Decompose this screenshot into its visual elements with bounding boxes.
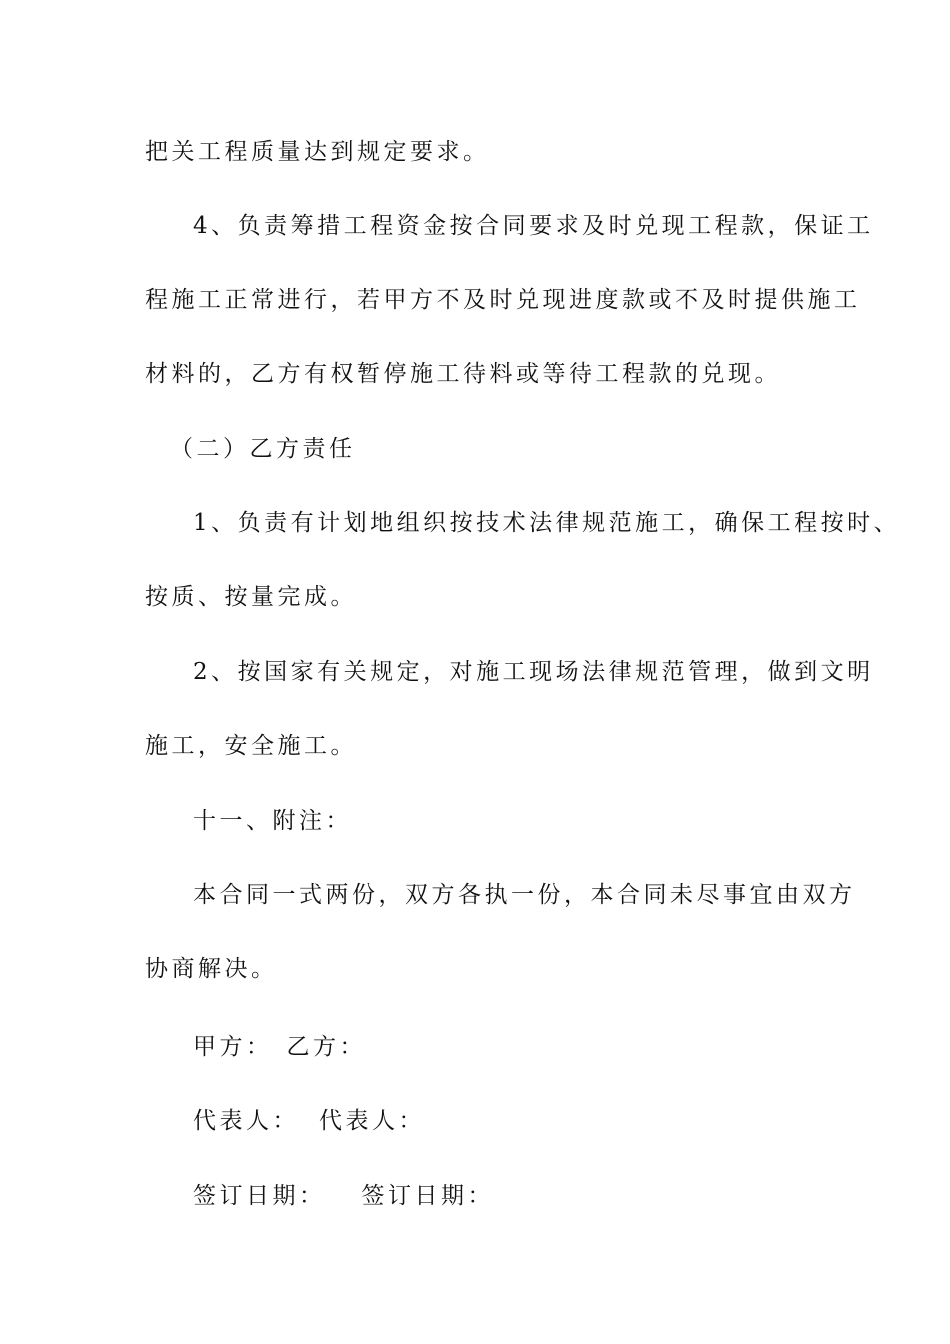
paragraph-line: 2、按国家有关规定，对施工现场法律规范管理，做到文明 [193,659,874,685]
paragraph-line: 程施工正常进行，若甲方不及时兑现进度款或不及时提供施工 [145,287,861,313]
paragraph-line: 施工，安全施工。 [145,733,357,759]
party-a-label: 甲方： [193,1034,273,1060]
party-b-label: 乙方： [286,1034,366,1060]
rep-b-label: 代表人： [319,1108,425,1134]
date-b-label: 签订日期： [361,1183,494,1209]
paragraph-line: 协商解决。 [145,956,278,982]
paragraph-line: 4、负责筹措工程资金按合同要求及时兑现工程款，保证工 [193,213,874,239]
signature-parties-row [193,1032,366,1062]
date-a-label: 签订日期： [193,1183,326,1209]
paragraph-line: 把关工程质量达到规定要求。 [145,139,490,165]
paragraph-line: 材料的，乙方有权暂停施工待料或等待工程款的兑现。 [145,361,781,387]
signature-dates-row [193,1181,494,1211]
rep-a-label: 代表人： [193,1108,299,1134]
paragraph-line: 本合同一式两份，双方各执一份，本合同未尽事宜由双方 [193,882,856,908]
paragraph-line: 按质、按量完成。 [145,584,357,610]
signature-representatives-row [193,1106,425,1136]
paragraph-line: 1、负责有计划地组织按技术法律规范施工，确保工程按时、 [193,510,901,536]
section-heading: （二）乙方责任 [170,436,356,462]
section-heading: 十一、附注： [193,808,352,834]
